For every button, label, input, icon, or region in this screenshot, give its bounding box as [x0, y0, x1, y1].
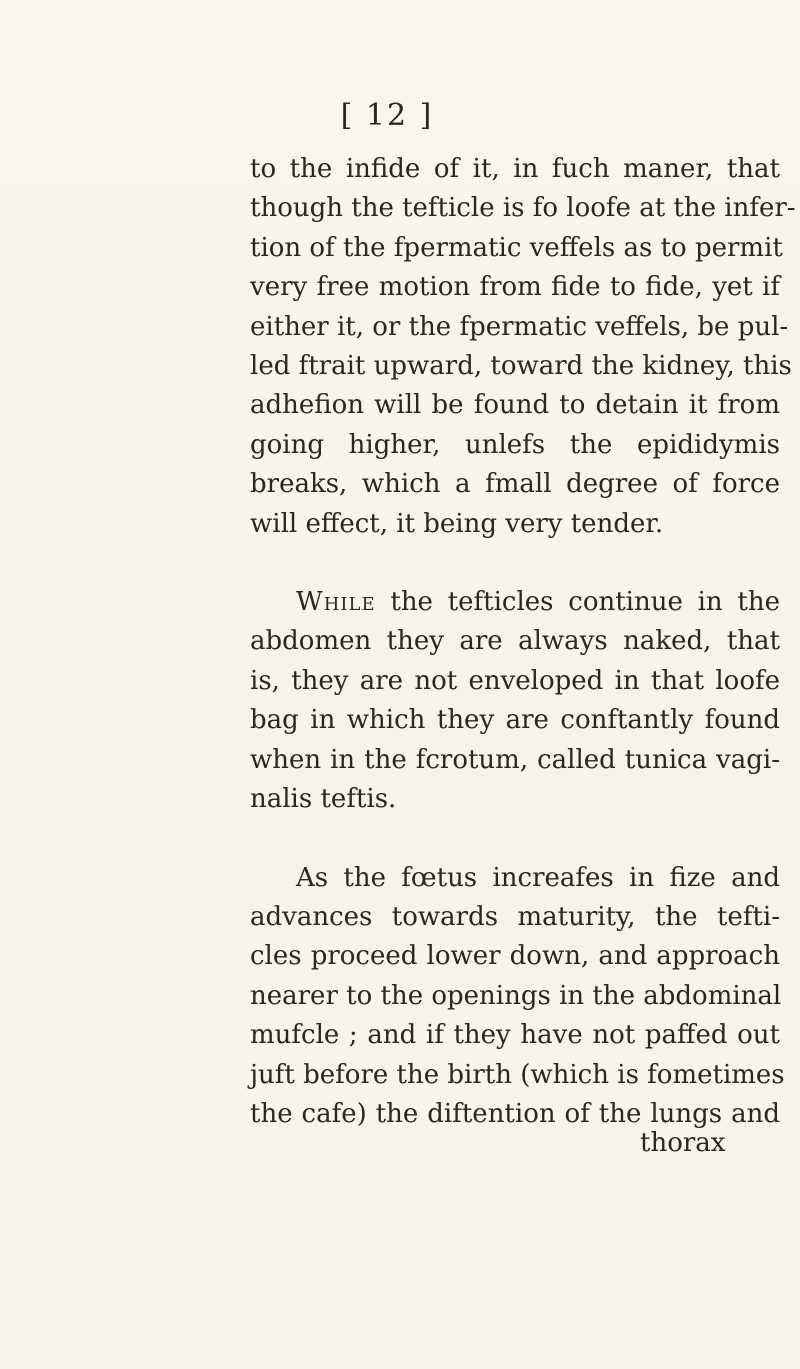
text-line: bag in which they are conftantly found — [250, 705, 780, 736]
text-line: the cafe) the diftention of the lungs and — [250, 1098, 780, 1129]
paragraph-1 — [250, 150, 796, 544]
body-text — [250, 150, 796, 1134]
paragraph-lead-word: While — [296, 587, 376, 618]
text-line: tion of the fpermatic veffels as to permit — [250, 232, 783, 263]
text-line: nearer to the openings in the abdominal — [250, 980, 782, 1011]
paragraph-3 — [250, 859, 785, 1135]
text-line: juft before the birth (which is fometimes — [250, 1059, 785, 1090]
text-line: As the fœtus increafes in fize and — [296, 862, 780, 893]
page-number: [ 12 ] — [340, 98, 434, 133]
catchword: thorax — [640, 1128, 726, 1158]
text-line: though the tefticle is fo loofe at the infer- — [250, 193, 796, 224]
text-line — [250, 583, 780, 622]
text-line: very free motion from fide to fide, yet if — [250, 272, 780, 303]
text-line: adhefion will be found to detain it from — [250, 390, 780, 421]
text-line: either it, or the fpermatic veffels, be pul- — [250, 311, 789, 342]
text-line: going higher, unlefs the epididymis — [250, 429, 780, 460]
text-line: mufcle ; and if they have not paffed out — [250, 1020, 780, 1051]
paragraph-gap — [250, 820, 780, 859]
paragraph-2 — [250, 583, 780, 819]
text-line: will effect, it being very tender. — [250, 508, 664, 539]
text-line-rest: the tefticles continue in the — [375, 587, 780, 618]
text-line: to the infide of it, in fuch maner, that — [250, 154, 780, 184]
text-line: when in the fcrotum, called tunica vagi- — [250, 744, 780, 775]
text-line: advances towards maturity, the tefti- — [250, 901, 780, 932]
text-line: led ftrait upward, toward the kidney, this — [250, 351, 792, 382]
text-line: nalis teftis. — [250, 784, 397, 815]
text-line: is, they are not enveloped in that loofe — [250, 665, 780, 696]
text-line: abdomen they are always naked, that — [250, 626, 780, 657]
paragraph-gap — [250, 544, 780, 583]
text-line: cles proceed lower down, and approach — [250, 941, 780, 972]
text-line: breaks, which a fmall degree of force — [250, 469, 780, 500]
